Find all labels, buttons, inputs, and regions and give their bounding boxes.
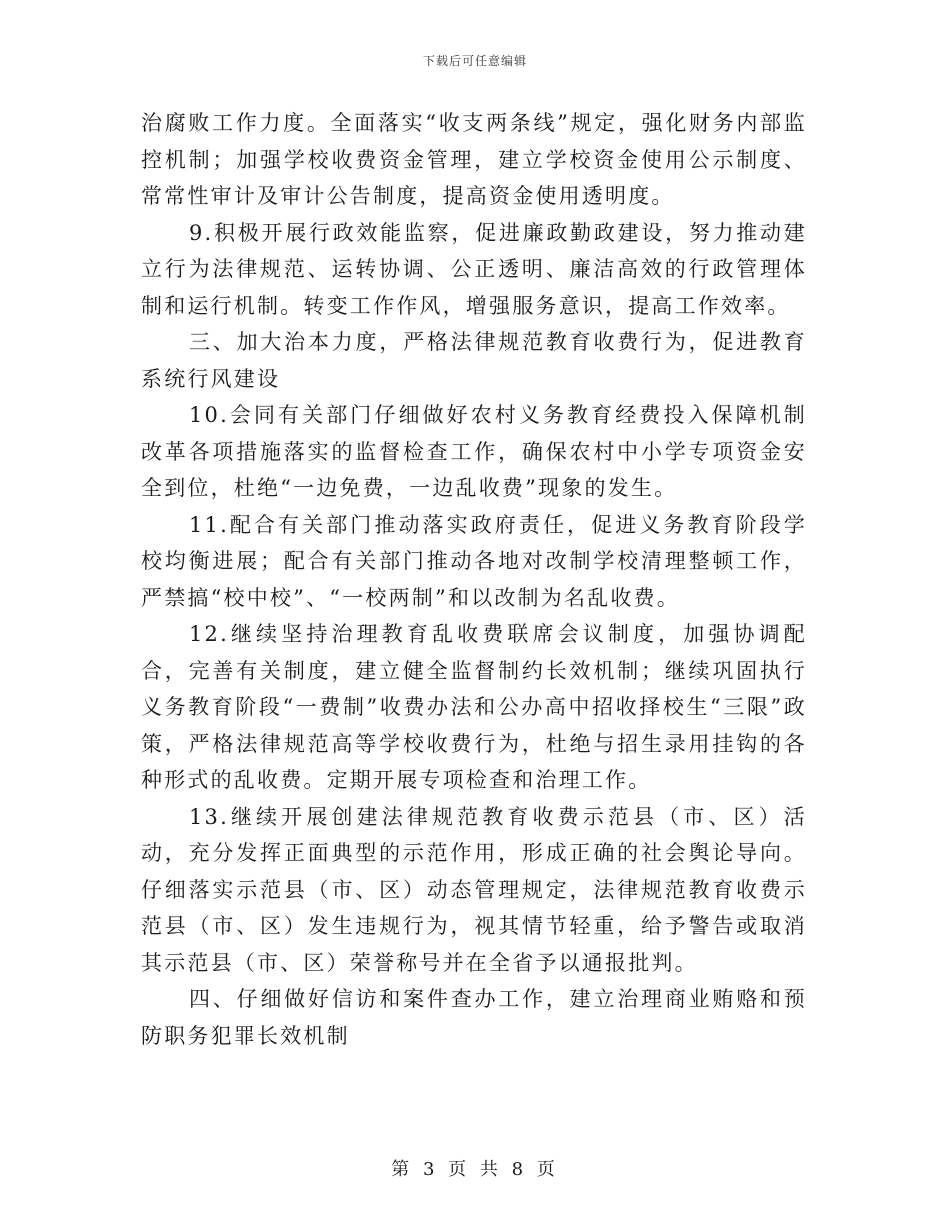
section-heading: 四、仔细做好信访和案件查办工作，建立治理商业贿赂和预防职务犯罪长效机制	[141, 987, 807, 1048]
page-number: 第 3 页 共 8 页	[391, 1159, 559, 1180]
paragraph: 9.积极开展行政效能监察，促进廉政勤政建设，努力推动建立行为法律规范、运转协调、公正透明、廉洁高效的行政管理体制和运行机制。转变工作作风，增强服务意识，提高工作效率。	[141, 220, 807, 318]
paragraph: 10.会同有关部门仔细做好农村义务教育经费投入保障机制改革各项措施落实的监督检查工作，确保农村中小学专项资金安全到位，杜绝“一边免费，一边乱收费”现象的发生。	[141, 403, 807, 500]
paragraph: 13.继续开展创建法律规范教育收费示范县（市、区）活动，充分发挥正面典型的示范作用，形成正确的社会舆论导向。仔细落实示范县（市、区）动态管理规定，法律规范教育收费示范县（市、区）发生违规行为，视其情节轻重，给予警告或取消其示范县（市、区）荣誉称号并在全省予以通报批判。	[141, 804, 807, 975]
section-heading: 三、加大治本力度，严格法律规范教育收费行为，促进教育系统行风建设	[141, 330, 807, 391]
paragraph: 11.配合有关部门推动落实政府责任，促进义务教育阶段学校均衡进展；配合有关部门推动各地对改制学校清理整顿工作，严禁搞“校中校”、“一校两制”和以改制为名乱收费。	[141, 512, 807, 610]
page-header: 下载后可任意编辑	[422, 54, 527, 68]
paragraph: 治腐败工作力度。全面落实“收支两条线”规定，强化财务内部监控机制；加强学校收费资金管理，建立学校资金使用公示制度、常常性审计及审计公告制度，提高资金使用透明度。	[141, 111, 807, 208]
paragraph: 12.继续坚持治理教育乱收费联席会议制度，加强协调配合，完善有关制度，建立健全监督制约长效机制；继续巩固执行义务教育阶段“一费制”收费办法和公办高中招收择校生“三限”政策，严格法律规范高等学校收费行为，杜绝与招生录用挂钩的各种形式的乱收费。定期开展专项检查和治理工作。	[141, 622, 807, 792]
document-body	[141, 105, 807, 1054]
